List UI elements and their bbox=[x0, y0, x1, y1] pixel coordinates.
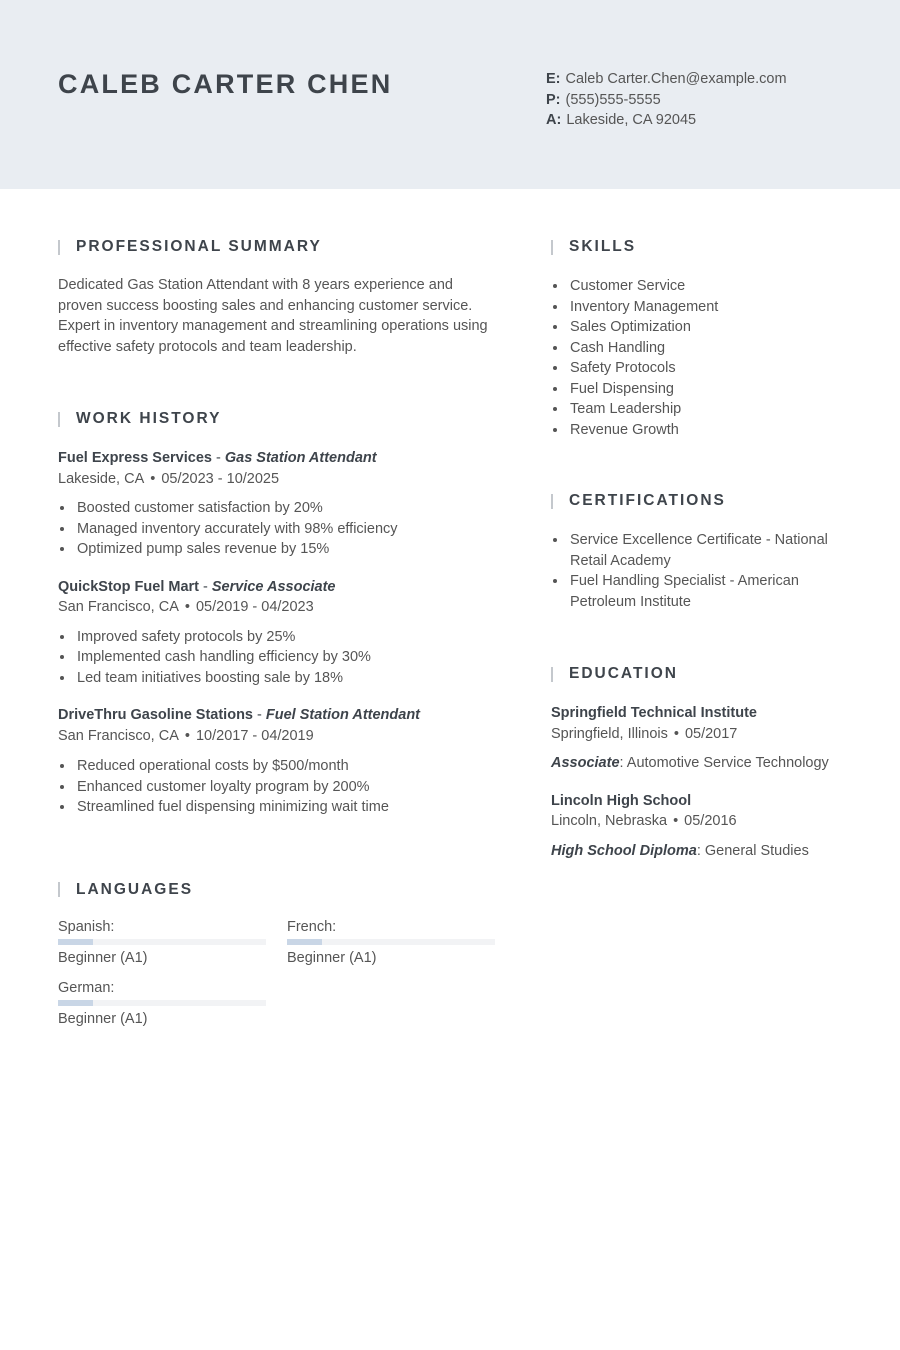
job-achievements bbox=[58, 498, 498, 560]
proficiency-fill bbox=[58, 1000, 93, 1006]
skill-item: Customer Service bbox=[551, 276, 851, 297]
degree-field: : General Studies bbox=[696, 842, 809, 859]
job-role: Gas Station Attendant bbox=[224, 450, 377, 466]
school-location-line bbox=[551, 811, 851, 832]
bullet-separator: • bbox=[673, 725, 679, 742]
proficiency-bar bbox=[58, 939, 266, 945]
graduation-date: 05/2016 bbox=[684, 813, 737, 829]
education-title: EDUCATION bbox=[569, 665, 678, 682]
school-name: Lincoln High School bbox=[551, 792, 692, 809]
school-location: Lincoln, Nebraska bbox=[551, 813, 668, 829]
section-heading-education bbox=[551, 663, 851, 685]
skill-item: Safety Protocols bbox=[551, 358, 851, 379]
language-name: Spanish: bbox=[58, 918, 115, 935]
job-separator: - bbox=[211, 450, 225, 466]
job-location: San Francisco, CA bbox=[58, 599, 179, 615]
left-column bbox=[58, 236, 498, 1037]
contact-phone-row bbox=[546, 90, 787, 111]
degree-line bbox=[551, 841, 851, 862]
proficiency-fill bbox=[287, 939, 322, 945]
heading-accent-bar bbox=[58, 882, 60, 897]
achievement-item: Boosted customer satisfaction by 20% bbox=[58, 498, 498, 519]
bullet-separator: • bbox=[184, 727, 190, 744]
school-name: Springfield Technical Institute bbox=[551, 705, 757, 721]
degree-name: High School Diploma bbox=[551, 842, 697, 859]
heading-accent-bar bbox=[58, 412, 60, 427]
certifications-section bbox=[551, 490, 851, 612]
address-label: A: bbox=[546, 112, 562, 128]
email-value[interactable]: Caleb Carter.Chen@example.com bbox=[565, 71, 787, 87]
job-dates: 05/2019 - 04/2023 bbox=[195, 599, 314, 615]
achievement-item: Streamlined fuel dispensing minimizing wait time bbox=[58, 797, 498, 818]
certifications-title: CERTIFICATIONS bbox=[569, 492, 726, 509]
section-heading-certifications bbox=[551, 490, 851, 512]
achievement-item: Optimized pump sales revenue by 15% bbox=[58, 539, 498, 560]
achievement-item: Led team initiatives boosting sale by 18% bbox=[58, 668, 498, 689]
job-entry bbox=[58, 705, 498, 818]
section-heading-work bbox=[58, 408, 498, 430]
degree-field: : Automotive Service Technology bbox=[619, 755, 829, 771]
summary-title: PROFESSIONAL SUMMARY bbox=[76, 238, 322, 255]
language-item bbox=[287, 917, 495, 969]
email-label: E: bbox=[546, 71, 561, 87]
contact-email-row bbox=[546, 69, 787, 90]
candidate-name: CALEB CARTER CHEN bbox=[58, 69, 393, 99]
achievement-item: Reduced operational costs by $500/month bbox=[58, 756, 498, 777]
summary-text: Dedicated Gas Station Attendant with 8 years experience and proven success boosting sales and enhancing customer service. Expert in inventory management and streamlining operations using effective safety protocols and team leadership. bbox=[58, 277, 488, 355]
job-company: QuickStop Fuel Mart bbox=[58, 578, 199, 595]
job-company: Fuel Express Services bbox=[58, 450, 212, 466]
language-level: Beginner (A1) bbox=[287, 950, 377, 966]
section-heading-languages bbox=[58, 879, 498, 901]
skill-item: Fuel Dispensing bbox=[551, 379, 851, 400]
certifications-list bbox=[551, 530, 851, 612]
job-title-line bbox=[58, 705, 498, 726]
certification-item: Service Excellence Certificate - National Retail Academy bbox=[551, 530, 851, 571]
job-role: Fuel Station Attendant bbox=[265, 707, 421, 723]
bullet-separator: • bbox=[673, 813, 679, 829]
bullet-separator: • bbox=[150, 470, 156, 487]
skills-list bbox=[551, 276, 851, 440]
education-section bbox=[551, 663, 851, 861]
achievement-item: Implemented cash handling efficiency by 30% bbox=[58, 647, 498, 668]
job-location: San Francisco, CA bbox=[58, 727, 179, 744]
job-achievements bbox=[58, 756, 498, 818]
achievement-item: Managed inventory accurately with 98% efficiency bbox=[58, 519, 498, 540]
job-separator: - bbox=[199, 578, 212, 595]
heading-accent-bar bbox=[551, 667, 553, 682]
job-entry bbox=[58, 448, 498, 560]
languages-title: LANGUAGES bbox=[76, 880, 194, 898]
professional-summary-section bbox=[58, 236, 498, 357]
skill-item: Revenue Growth bbox=[551, 420, 851, 441]
skill-item: Cash Handling bbox=[551, 338, 851, 359]
job-dates: 10/2017 - 04/2019 bbox=[195, 727, 314, 744]
address-value: Lakeside, CA 92045 bbox=[566, 112, 697, 128]
job-title-line bbox=[58, 448, 498, 469]
graduation-date: 05/2017 bbox=[684, 725, 738, 742]
section-heading-summary bbox=[58, 236, 498, 258]
contact-info bbox=[546, 69, 787, 131]
job-role: Service Associate bbox=[211, 578, 336, 595]
job-dates: 05/2023 - 10/2025 bbox=[161, 470, 280, 487]
job-company: DriveThru Gasoline Stations bbox=[58, 707, 253, 723]
heading-accent-bar bbox=[58, 240, 60, 255]
resume-header bbox=[0, 0, 900, 189]
job-entry bbox=[58, 577, 498, 689]
degree-line bbox=[551, 753, 851, 774]
achievement-item: Enhanced customer loyalty program by 200% bbox=[58, 777, 498, 798]
school-location: Springfield, Illinois bbox=[551, 725, 668, 742]
school-location-line bbox=[551, 724, 851, 745]
bullet-separator: • bbox=[184, 599, 190, 615]
job-separator: - bbox=[253, 707, 266, 723]
heading-accent-bar bbox=[551, 494, 553, 509]
job-location-line bbox=[58, 597, 498, 618]
work-history-section bbox=[58, 408, 498, 818]
heading-accent-bar bbox=[551, 240, 553, 255]
proficiency-fill bbox=[58, 939, 93, 945]
language-item bbox=[58, 978, 266, 1030]
language-name: German: bbox=[58, 979, 115, 996]
section-heading-skills bbox=[551, 236, 851, 258]
skill-item: Team Leadership bbox=[551, 399, 851, 420]
achievement-item: Improved safety protocols by 25% bbox=[58, 627, 498, 648]
language-list bbox=[58, 917, 498, 1037]
education-entry bbox=[551, 703, 851, 774]
education-entry bbox=[551, 791, 851, 862]
language-item bbox=[58, 917, 266, 969]
degree-name: Associate bbox=[551, 755, 620, 771]
language-level: Beginner (A1) bbox=[58, 1011, 148, 1027]
job-title-line bbox=[58, 577, 498, 598]
skill-item: Inventory Management bbox=[551, 297, 851, 318]
skills-section bbox=[551, 236, 851, 440]
job-location-line bbox=[58, 726, 498, 747]
skill-item: Sales Optimization bbox=[551, 317, 851, 338]
language-level: Beginner (A1) bbox=[58, 950, 148, 966]
phone-label: P: bbox=[546, 91, 561, 108]
proficiency-bar bbox=[58, 1000, 266, 1006]
languages-section bbox=[58, 879, 498, 1037]
phone-value: (555)555-5555 bbox=[565, 91, 661, 108]
certification-item: Fuel Handling Specialist - American Petroleum Institute bbox=[551, 571, 851, 612]
work-title: WORK HISTORY bbox=[76, 410, 222, 427]
proficiency-bar bbox=[287, 939, 495, 945]
job-location: Lakeside, CA bbox=[58, 470, 145, 487]
language-name: French: bbox=[287, 918, 337, 935]
skills-title: SKILLS bbox=[569, 238, 637, 255]
right-column bbox=[551, 236, 851, 861]
job-achievements bbox=[58, 627, 498, 689]
job-location-line bbox=[58, 469, 498, 490]
contact-address-row bbox=[546, 110, 787, 131]
